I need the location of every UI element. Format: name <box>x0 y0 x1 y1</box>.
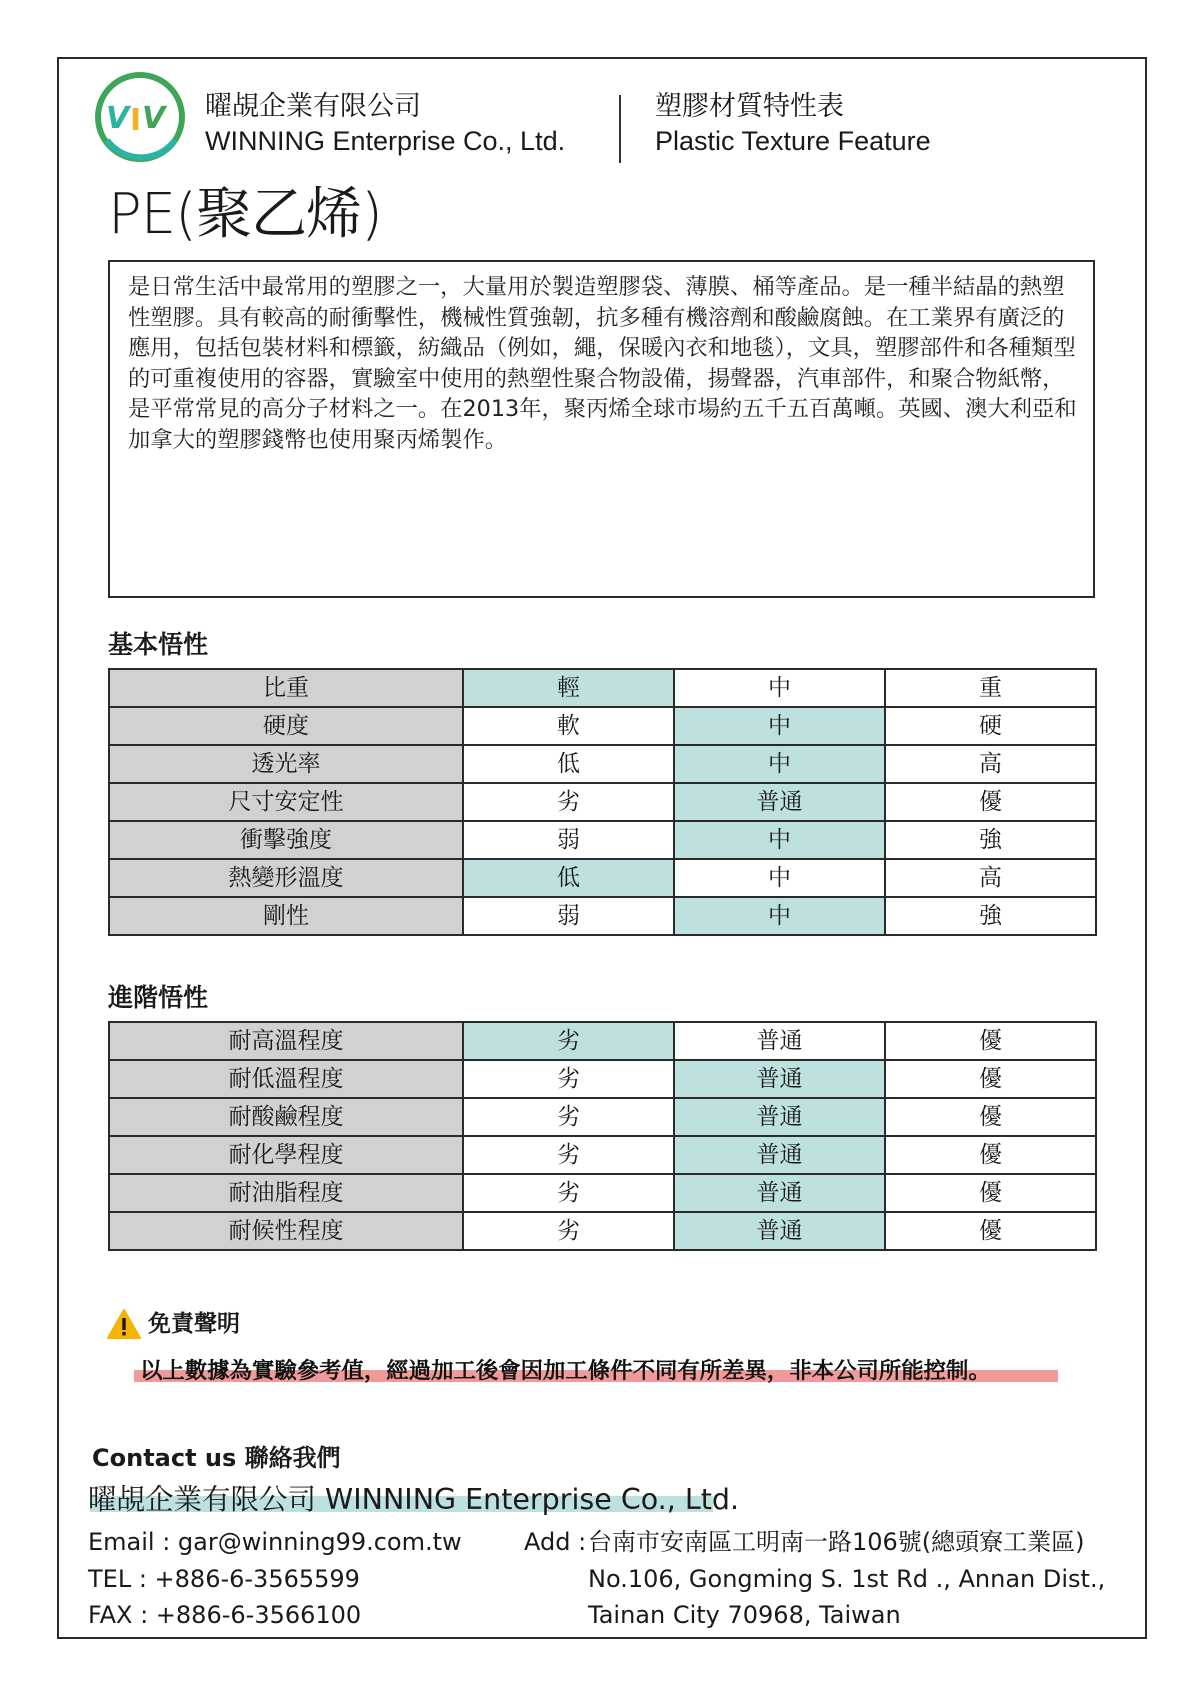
basic-property-row <box>109 669 1096 707</box>
property-level: 優 <box>885 1174 1096 1212</box>
property-level: 優 <box>885 783 1096 821</box>
basic-property-row <box>109 821 1096 859</box>
address-en-line1: No.106, Gongming S. 1st Rd ., Annan Dist., <box>588 1565 1106 1593</box>
property-level: 中 <box>674 669 885 707</box>
property-level-selected: 普通 <box>674 1136 885 1174</box>
warning-icon <box>106 1308 142 1340</box>
property-level: 劣 <box>463 783 674 821</box>
disclaimer-text: 以上數據為實驗參考值，經過加工後會因加工條件不同有所差異，非本公司所能控制。 <box>140 1358 991 1384</box>
svg-text:V: V <box>142 101 166 136</box>
property-name: 衝擊強度 <box>109 821 463 859</box>
advanced-properties-title: 進階悟性 <box>108 983 209 1012</box>
advanced-property-row <box>109 1174 1096 1212</box>
property-level: 弱 <box>463 821 674 859</box>
property-level-selected: 劣 <box>463 1022 674 1060</box>
property-name: 硬度 <box>109 707 463 745</box>
disclaimer-title: 免責聲明 <box>148 1311 240 1337</box>
property-level: 優 <box>885 1212 1096 1250</box>
basic-property-row <box>109 783 1096 821</box>
address-zh: 台南市安南區工明南一路106號(總頭寮工業區) <box>588 1528 1085 1556</box>
property-name: 剛性 <box>109 897 463 935</box>
property-level: 高 <box>885 745 1096 783</box>
property-level-selected: 普通 <box>674 1098 885 1136</box>
property-level: 普通 <box>674 1022 885 1060</box>
basic-property-row <box>109 859 1096 897</box>
property-name: 透光率 <box>109 745 463 783</box>
advanced-properties-table <box>108 1021 1097 1251</box>
material-title: PE(聚乙烯) <box>108 182 382 247</box>
advanced-property-row <box>109 1136 1096 1174</box>
svg-text:V: V <box>106 101 130 136</box>
property-level-selected: 中 <box>674 707 885 745</box>
property-name: 耐油脂程度 <box>109 1174 463 1212</box>
property-level-selected: 中 <box>674 745 885 783</box>
document-title-en: Plastic Texture Feature <box>655 126 931 156</box>
property-level: 優 <box>885 1060 1096 1098</box>
property-level: 中 <box>674 859 885 897</box>
property-level: 強 <box>885 821 1096 859</box>
property-level: 重 <box>885 669 1096 707</box>
document-title-zh: 塑膠材質特性表 <box>655 91 844 122</box>
property-name: 耐高溫程度 <box>109 1022 463 1060</box>
company-logo <box>93 70 188 165</box>
property-level: 劣 <box>463 1212 674 1250</box>
description-text: 是日常生活中最常用的塑膠之一，大量用於製造塑膠袋、薄膜、桶等產品。是一種半結晶的熱塑性塑膠。具有較高的耐衝擊性，機械性質強韌，抗多種有機溶劑和酸鹼腐蝕。在工業界有廣泛的應用，包括包裝材料和標籤，紡織品（例如，繩，保暖內衣和地毯），文具，塑膠部件和各種類型的可重複使用的容器，實驗室中使用的熱塑性聚合物設備，揚聲器，汽車部件，和聚合物紙幣，是平常常見的高分子材料之一。在2013年，聚丙烯全球市場約五千五百萬噸。英國、澳大利亞和加拿大的塑膠錢幣也使用聚丙烯製作。 <box>128 274 1077 453</box>
property-level: 優 <box>885 1098 1096 1136</box>
property-level: 高 <box>885 859 1096 897</box>
property-level: 劣 <box>463 1136 674 1174</box>
basic-property-row <box>109 897 1096 935</box>
property-level: 軟 <box>463 707 674 745</box>
property-level-selected: 普通 <box>674 1060 885 1098</box>
property-level: 低 <box>463 745 674 783</box>
property-name: 耐低溫程度 <box>109 1060 463 1098</box>
property-level: 強 <box>885 897 1096 935</box>
property-level-selected: 普通 <box>674 1212 885 1250</box>
property-level-selected: 低 <box>463 859 674 897</box>
property-level-selected: 中 <box>674 897 885 935</box>
header-divider <box>619 95 621 163</box>
property-name: 耐化學程度 <box>109 1136 463 1174</box>
contact-phone: TEL : +886-6-3565599 <box>88 1565 360 1593</box>
svg-text:I: I <box>130 103 142 138</box>
contact-title: Contact us 聯絡我們 <box>92 1444 341 1472</box>
property-level-selected: 中 <box>674 821 885 859</box>
address-label: Add : <box>524 1528 587 1556</box>
property-level: 優 <box>885 1136 1096 1174</box>
basic-property-row <box>109 745 1096 783</box>
property-name: 耐候性程度 <box>109 1212 463 1250</box>
basic-properties-table <box>108 668 1097 936</box>
company-name-en: WINNING Enterprise Co., Ltd. <box>205 126 566 156</box>
advanced-property-row <box>109 1212 1096 1250</box>
advanced-property-row <box>109 1060 1096 1098</box>
property-level-selected: 輕 <box>463 669 674 707</box>
contact-fax: FAX : +886-6-3566100 <box>88 1601 362 1629</box>
property-level: 硬 <box>885 707 1096 745</box>
property-level-selected: 普通 <box>674 1174 885 1212</box>
contact-company-name: 曜覘企業有限公司 WINNING Enterprise Co., Ltd. <box>88 1483 740 1516</box>
contact-email: Email : gar@winning99.com.tw <box>88 1528 462 1556</box>
property-level: 劣 <box>463 1060 674 1098</box>
basic-property-row <box>109 707 1096 745</box>
advanced-property-row <box>109 1022 1096 1060</box>
property-name: 比重 <box>109 669 463 707</box>
address-en-line2: Tainan City 70968, Taiwan <box>588 1601 901 1629</box>
company-name-zh: 曜覘企業有限公司 <box>205 91 421 122</box>
property-level-selected: 普通 <box>674 783 885 821</box>
advanced-property-row <box>109 1098 1096 1136</box>
property-name: 熱變形溫度 <box>109 859 463 897</box>
property-name: 耐酸鹼程度 <box>109 1098 463 1136</box>
property-level: 劣 <box>463 1174 674 1212</box>
basic-properties-title: 基本悟性 <box>108 630 209 659</box>
property-level: 優 <box>885 1022 1096 1060</box>
property-level: 弱 <box>463 897 674 935</box>
description-box <box>108 260 1095 598</box>
property-level: 劣 <box>463 1098 674 1136</box>
property-name: 尺寸安定性 <box>109 783 463 821</box>
